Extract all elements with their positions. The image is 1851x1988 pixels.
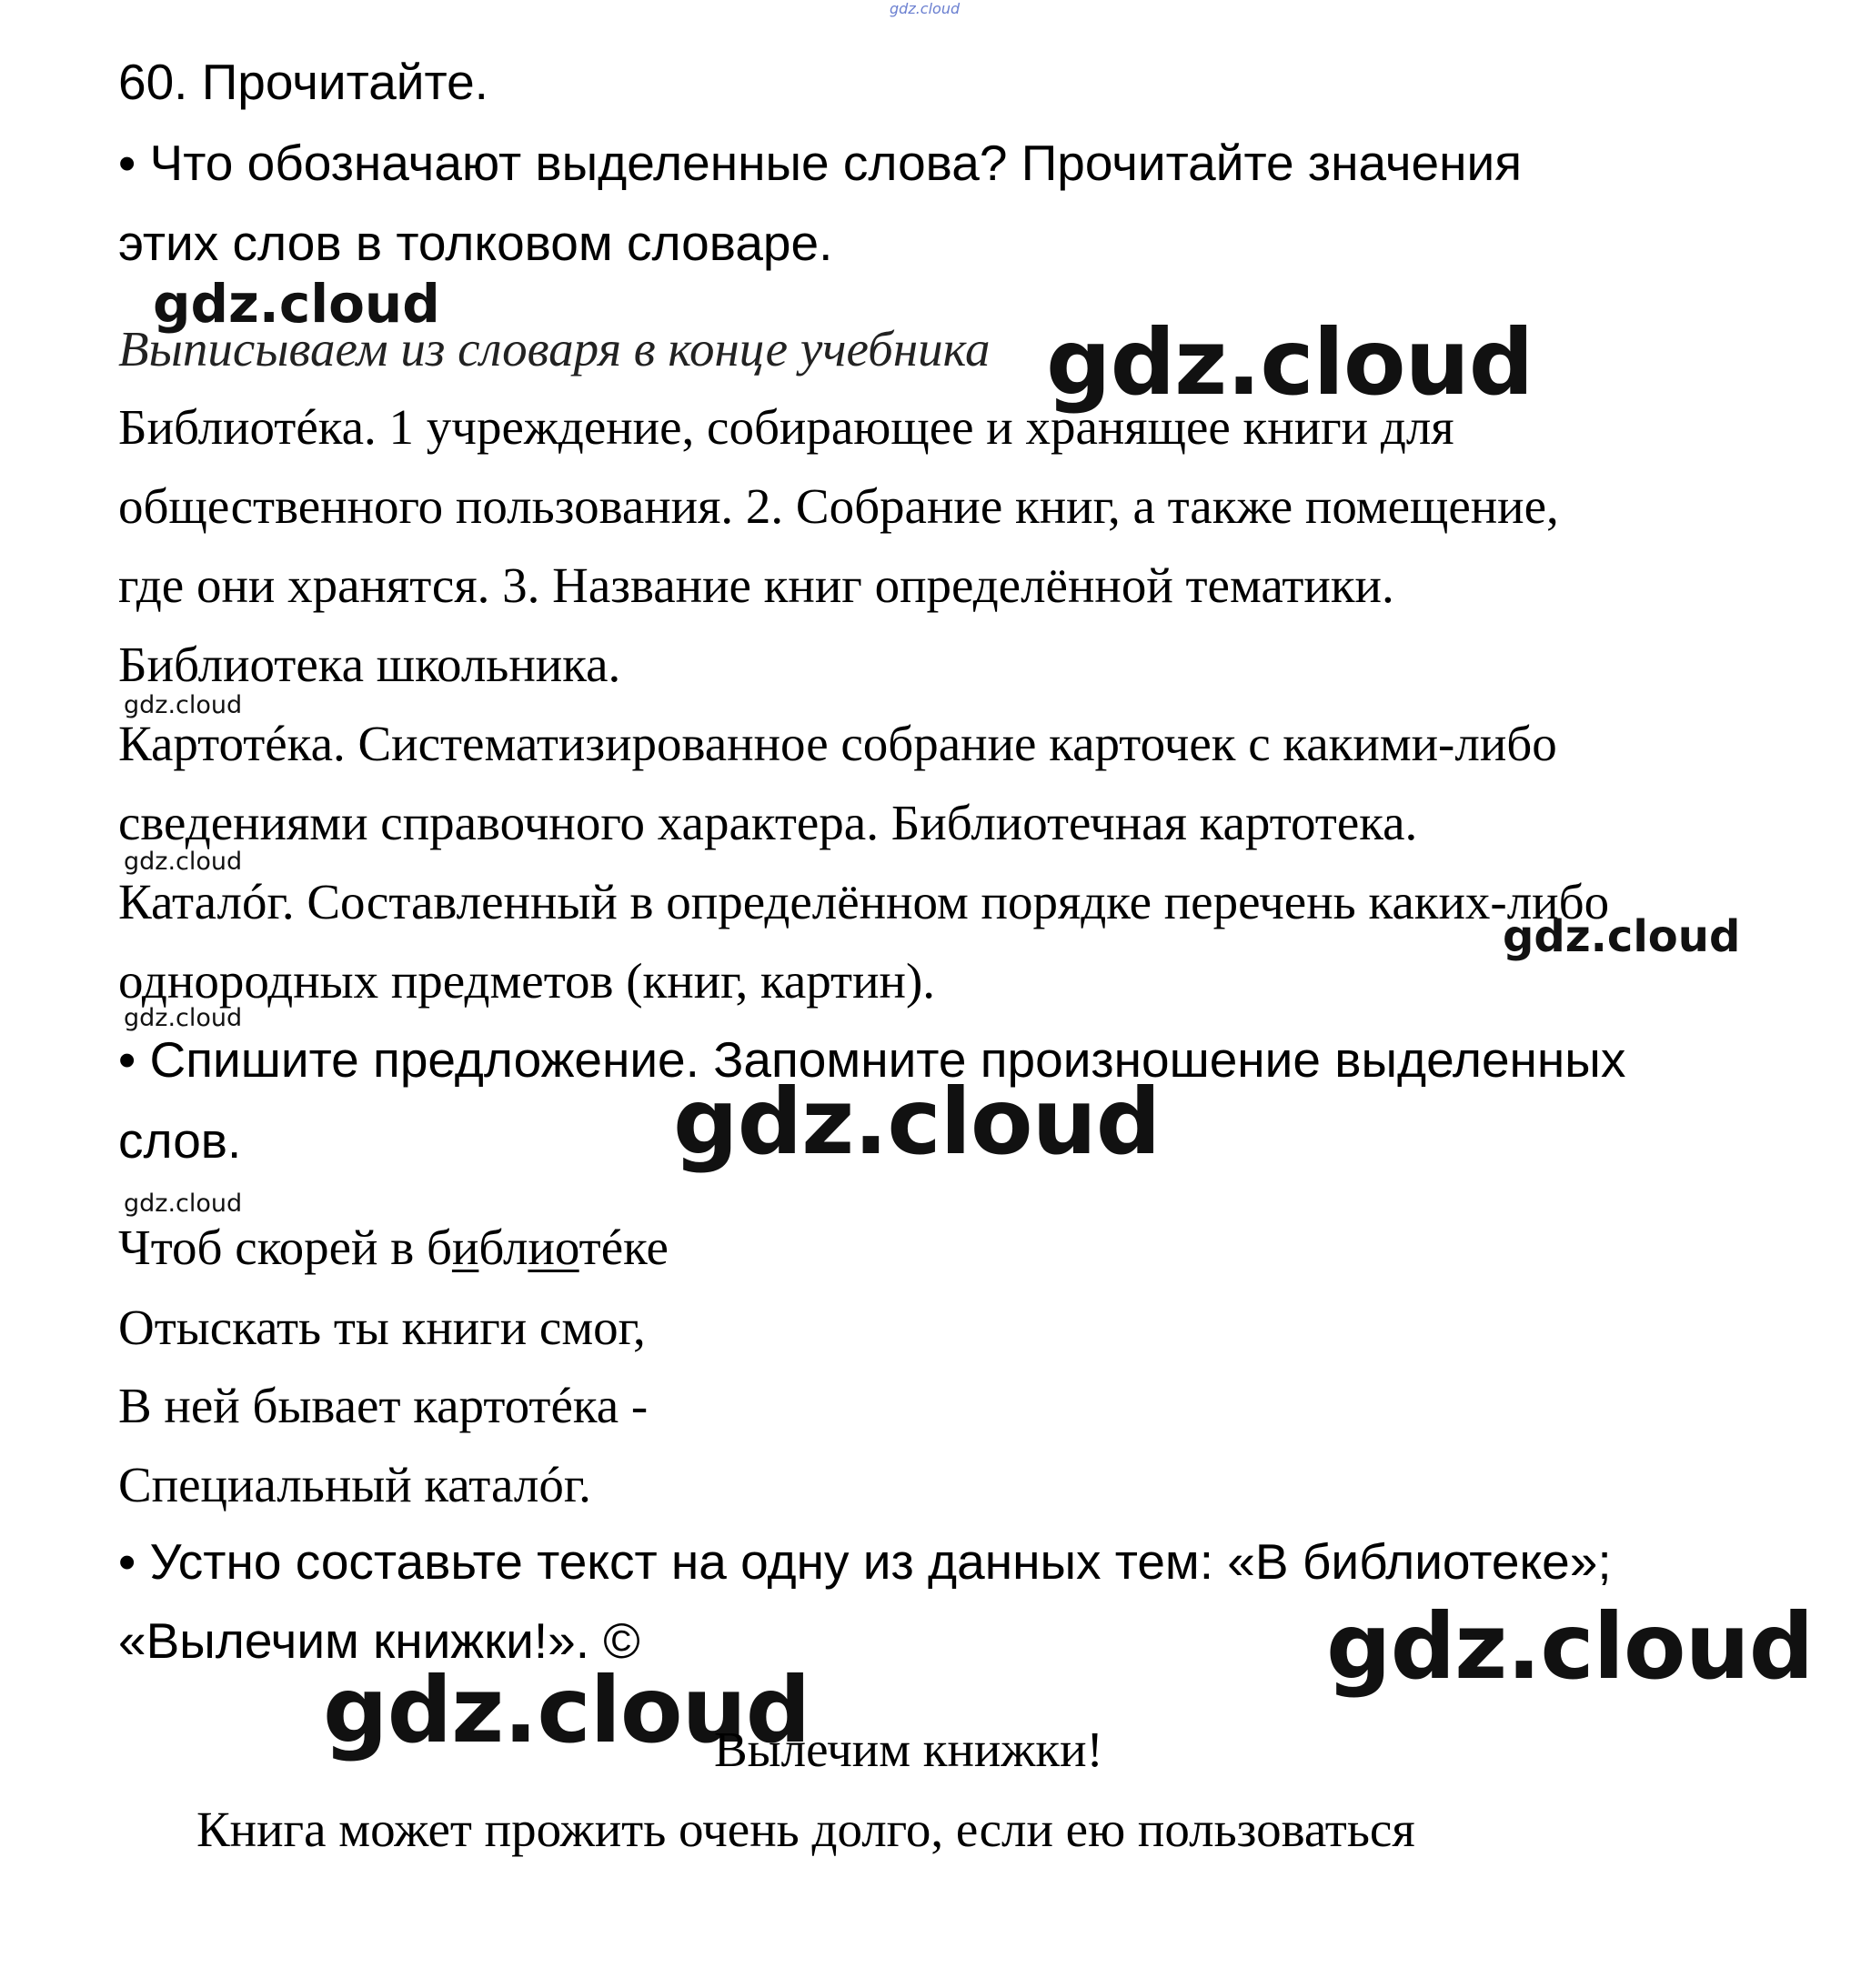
def-biblioteka-line-4: Библиотека школьника.: [118, 637, 621, 692]
def-biblioteka-line-1: Библиотéка. 1 учреждение, собирающее и хранящее книги для: [118, 399, 1454, 455]
poem-line-1-part-3: тéке: [578, 1220, 669, 1275]
watermark-small-3: gdz.cloud: [124, 1004, 243, 1032]
watermark-small-1: gdz.cloud: [124, 691, 243, 719]
task-question-1-line-2: этих слов в толковом словаре.: [118, 215, 833, 271]
watermark-tiny: gdz.cloud: [890, 0, 961, 17]
def-katalog-line-2: однородных предметов (книг, картин).: [118, 953, 936, 1009]
task-question-2-line-1: • Спишите предложение. Запомните произношение выделенных: [118, 1031, 1626, 1088]
task-question-3-line-1: • Устно составьте текст на одну из данных тем: «В библиотеке»;: [118, 1533, 1612, 1590]
poem-line-1-underlined-1: и: [451, 1220, 479, 1275]
watermark-big-2: gdz.cloud: [673, 1069, 1161, 1175]
def-kartoteka-line-2: сведениями справочного характера. Библиотечная картотека.: [118, 795, 1418, 850]
essay-title: Вылечим книжки!: [714, 1722, 1103, 1777]
watermark-small-4: gdz.cloud: [124, 1190, 243, 1218]
def-biblioteka-line-2: общественного пользования. 2. Собрание книг, а также помещение,: [118, 478, 1559, 534]
poem-line-2: Отыскать ты книги смог,: [118, 1300, 646, 1355]
watermark-mid-2: gdz.cloud: [1503, 911, 1741, 962]
poem-line-1-part-2: бл: [478, 1220, 528, 1275]
answer-intro: Выписываем из словаря в конце учебника: [118, 321, 991, 377]
def-kartoteka-line-1: Картотéка. Систематизированное собрание карточек с какими-либо: [118, 716, 1557, 771]
watermark-big-3: gdz.cloud: [1326, 1593, 1814, 1700]
def-katalog-line-1: Каталóг. Составленный в определённом порядке перечень каких-либо: [118, 874, 1610, 929]
poem-line-1: [118, 1219, 669, 1276]
poem-line-3: В ней бывает картотéка -: [118, 1378, 649, 1433]
task-question-2-line-2: слов.: [118, 1112, 242, 1169]
watermark-big-1: gdz.cloud: [1046, 309, 1534, 416]
watermark-small-2: gdz.cloud: [124, 848, 243, 876]
essay-line-1: Книга может прожить очень долго, если ею пользоваться: [196, 1802, 1415, 1857]
watermark-mid-1: gdz.cloud: [153, 273, 440, 335]
poem-line-1-underlined-2: ио: [528, 1220, 579, 1275]
task-question-3-line-2: «Вылечим книжки!». ©: [118, 1612, 640, 1669]
task-question-1-line-1: • Что обозначают выделенные слова? Прочитайте значения: [118, 135, 1523, 191]
poem-line-4: Специальный каталóг.: [118, 1457, 591, 1512]
def-biblioteka-line-3: где они хранятся. 3. Название книг определённой тематики.: [118, 557, 1394, 613]
poem-line-1-part-1: Чтоб скорей в б: [118, 1220, 452, 1275]
task-title: 60. Прочитайте.: [118, 54, 488, 110]
watermark-big-4: gdz.cloud: [323, 1657, 810, 1763]
